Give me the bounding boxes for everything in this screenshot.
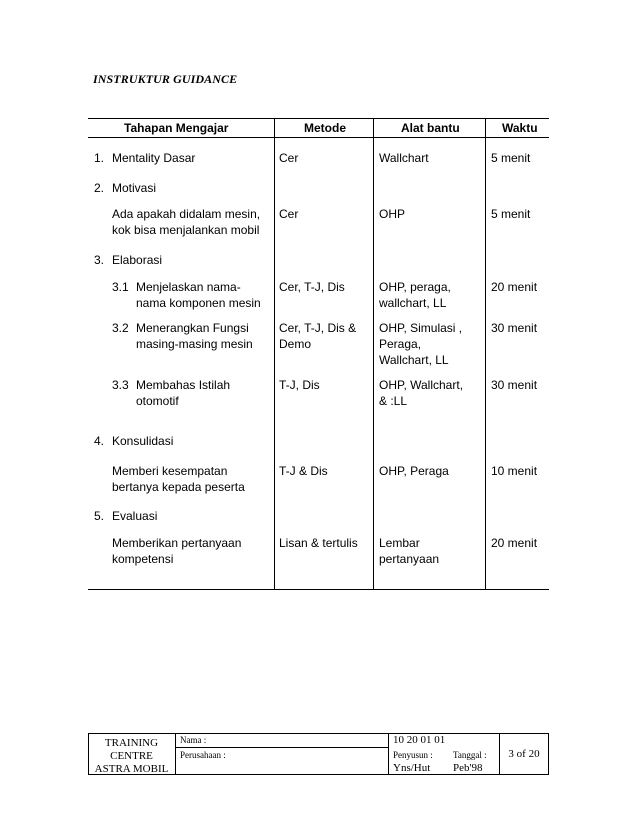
- waktu-cell: 5 menit: [491, 151, 531, 165]
- step-number: 3.1: [112, 280, 129, 294]
- alat-bantu-cell-line: pertanyaan: [379, 552, 440, 566]
- footer-divider: [175, 747, 388, 748]
- tahapan-line: Motivasi: [112, 181, 157, 195]
- tahapan-cell: [112, 206, 260, 238]
- tahapan-cell: [112, 508, 157, 524]
- header-metode: Metode: [304, 121, 346, 135]
- waktu-cell: 5 menit: [491, 207, 531, 221]
- alat-bantu-cell: [379, 279, 451, 311]
- alat-bantu-cell: [379, 377, 463, 409]
- metode-cell-line: Cer: [279, 151, 299, 165]
- tahapan-line: Konsulidasi: [112, 434, 174, 448]
- alat-bantu-cell-line: Peraga,: [379, 337, 422, 351]
- tahapan-cell: [136, 279, 261, 311]
- step-number: 3.3: [112, 378, 129, 392]
- alat-bantu-cell-line: OHP, Wallchart,: [379, 378, 464, 392]
- tahapan-cell: [112, 180, 156, 196]
- alat-bantu-cell: [379, 320, 462, 368]
- org-line-1: TRAINING: [104, 737, 159, 749]
- tahapan-line: bertanya kepada peserta: [112, 480, 245, 494]
- header-tahapan: Tahapan Mengajar: [124, 121, 229, 135]
- step-number: 3.: [94, 253, 105, 267]
- column-divider: [274, 118, 275, 590]
- tahapan-cell: [112, 150, 195, 166]
- tahapan-cell: [112, 535, 241, 567]
- metode-cell-line: Lisan & tertulis: [279, 536, 358, 550]
- alat-bantu-cell-line: OHP, Simulasi ,: [379, 321, 463, 335]
- table-top-border: [88, 118, 549, 119]
- org-line-2: CENTRE: [110, 750, 153, 762]
- tahapan-line: kompetensi: [112, 552, 174, 566]
- tahapan-line: Evaluasi: [112, 509, 158, 523]
- tahapan-line: Membahas Istilah: [136, 378, 231, 392]
- footer-divider: [175, 733, 176, 775]
- tahapan-cell: [136, 320, 253, 352]
- step-number: 2.: [94, 181, 105, 195]
- tahapan-line: Ada apakah didalam mesin,: [112, 207, 261, 221]
- metode-cell: [279, 535, 358, 551]
- metode-cell-line: T-J, Dis: [279, 378, 320, 392]
- perusahaan-label: Perusahaan :: [180, 750, 226, 760]
- tahapan-line: masing-masing mesin: [136, 337, 253, 351]
- alat-bantu-cell-line: wallchart, LL: [379, 296, 447, 310]
- nama-label: Nama :: [180, 735, 207, 745]
- metode-cell: [279, 377, 320, 393]
- metode-cell: [279, 463, 328, 479]
- header-waktu: Waktu: [502, 121, 538, 135]
- alat-bantu-cell-line: OHP, Peraga: [379, 464, 449, 478]
- tahapan-cell: [112, 463, 245, 495]
- alat-bantu-cell-line: Lembar: [379, 536, 420, 550]
- tanggal-label: Tanggal :: [453, 750, 487, 760]
- waktu-cell: 20 menit: [491, 280, 538, 294]
- column-divider: [373, 118, 374, 590]
- tahapan-line: Memberikan pertanyaan: [112, 536, 242, 550]
- tahapan-line: Elaborasi: [112, 253, 163, 267]
- footer-border: [88, 733, 549, 734]
- step-number: 1.: [94, 151, 105, 165]
- tahapan-line: kok bisa menjalankan mobil: [112, 223, 260, 237]
- tahapan-cell: [112, 252, 162, 268]
- column-divider: [485, 118, 486, 590]
- footer-divider: [388, 733, 389, 775]
- metode-cell: [279, 150, 298, 166]
- tahapan-line: otomotif: [136, 394, 179, 408]
- waktu-cell: 30 menit: [491, 378, 538, 392]
- metode-cell: [279, 320, 356, 352]
- step-number: 3.2: [112, 321, 129, 335]
- waktu-cell: 30 menit: [491, 321, 538, 335]
- waktu-cell: 10 menit: [491, 464, 538, 478]
- metode-cell-line: Cer: [279, 207, 299, 221]
- tahapan-line: Memberi kesempatan: [112, 464, 228, 478]
- alat-bantu-cell-line: OHP: [379, 207, 406, 221]
- penyusun-value: Yns/Hut: [393, 762, 431, 774]
- metode-cell-line: T-J & Dis: [279, 464, 328, 478]
- lesson-plan-table: [88, 118, 549, 590]
- alat-bantu-cell: [379, 535, 439, 567]
- tahapan-line: Mentality Dasar: [112, 151, 196, 165]
- metode-cell-line: Cer, T-J, Dis &: [279, 321, 357, 335]
- step-number: 5.: [94, 509, 105, 523]
- document-code: 10 20 01 01: [393, 734, 446, 746]
- waktu-cell: 20 menit: [491, 536, 538, 550]
- tanggal-value: Peb'98: [453, 762, 483, 774]
- alat-bantu-cell: [379, 206, 405, 222]
- footer-border: [548, 733, 549, 775]
- tahapan-line: Menjelaskan nama-: [136, 280, 241, 294]
- table-bottom-border: [88, 589, 549, 590]
- tahapan-cell: [112, 433, 173, 449]
- step-number: 4.: [94, 434, 105, 448]
- alat-bantu-cell: [379, 150, 429, 166]
- org-line-3: ASTRA MOBIL: [94, 763, 169, 775]
- metode-cell-line: Demo: [279, 337, 312, 351]
- alat-bantu-cell-line: OHP, peraga,: [379, 280, 451, 294]
- document-heading: INSTRUKTUR GUIDANCE: [93, 72, 238, 86]
- alat-bantu-cell-line: Wallchart: [379, 151, 429, 165]
- tahapan-cell: [136, 377, 230, 409]
- page-number: 3 of 20: [508, 748, 540, 760]
- metode-cell: [279, 279, 345, 295]
- header-alat-bantu: Alat bantu: [401, 121, 460, 135]
- metode-cell-line: Cer, T-J, Dis: [279, 280, 345, 294]
- tahapan-line: Menerangkan Fungsi: [136, 321, 249, 335]
- document-footer: [88, 733, 549, 775]
- alat-bantu-cell-line: Wallchart, LL: [379, 353, 449, 367]
- metode-cell: [279, 206, 298, 222]
- penyusun-label: Penyusun :: [393, 750, 433, 760]
- tahapan-line: nama komponen mesin: [136, 296, 261, 310]
- table-header-border: [88, 137, 549, 138]
- alat-bantu-cell: [379, 463, 449, 479]
- alat-bantu-cell-line: & :LL: [379, 394, 408, 408]
